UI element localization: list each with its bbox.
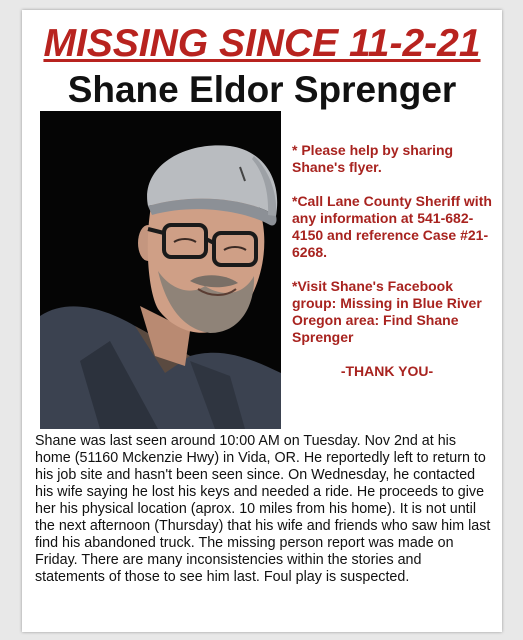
missing-person-flyer [22,10,502,632]
last-seen-story: Shane was last seen around 10:00 AM on Tuesday. Nov 2nd at his home (51160 Mckenzie Hwy) in Vida, OR. He reportedly left to return to his job site and hasn't been seen since. On Wednesday, he contacted his wife saying he lost his keys and needed a ride. He proceeds to give her his physical location (aprox. 10 miles from his home). It is not until the next afternoon (Thursday) that his wife and friends who saw him last find his abandoned truck. The missing person report was made on Friday. There are many inconsistencies within the stories and statements of those to see him last. Foul play is suspected. [35,433,491,585]
thank-you: -THANK YOU- [340,363,434,379]
facebook-group: *Visit Shane's Facebook group: Missing in Blue River Oregon area: Find Shane Sprenger [292,278,482,345]
person-name: Shane Eldor Sprenger [67,69,457,110]
person-portrait-illustration [40,111,281,429]
person-photo [40,111,281,429]
missing-since-headline: MISSING SINCE 11-2-21 [43,22,481,65]
sheriff-contact: *Call Lane County Sheriff with any information at 541-682-4150 and reference Case #21-6268. [292,193,492,260]
share-request: * Please help by sharing Shane's flyer. [292,142,454,175]
help-notes [292,142,492,397]
